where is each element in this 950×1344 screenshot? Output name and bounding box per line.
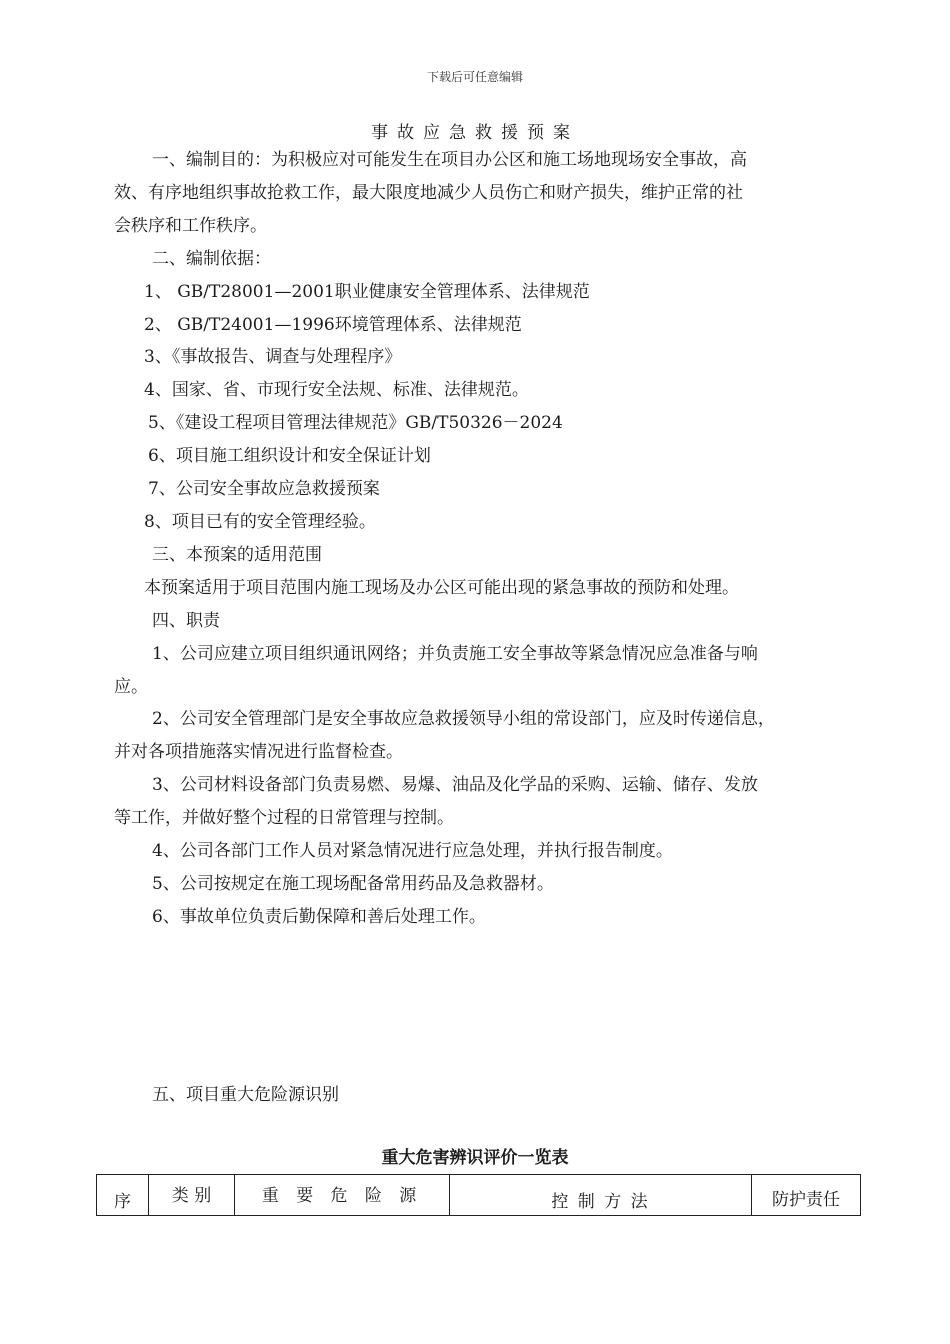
- paragraph-line: 效、有序地组织事故抢救工作，最大限度地减少人员伤亡和财产损失，维护正常的社: [114, 183, 743, 203]
- paragraph-line: 2、公司安全管理部门是安全事故应急救援领导小组的常设部门，应及时传递信息，: [152, 709, 775, 729]
- list-item: 7、公司安全事故应急救援预案: [148, 479, 380, 499]
- paragraph-line: 会秩序和工作秩序。: [114, 216, 267, 236]
- header-cell-control-method: 控 制 方 法: [450, 1175, 752, 1216]
- list-item: 1、 GB/T28001—2001职业健康安全管理体系、法律规范: [144, 282, 590, 302]
- paragraph-line: 本预案适用于项目范围内施工现场及办公区可能出现的紧急事故的预防和处理。: [144, 578, 739, 598]
- list-item: 3、《事故报告、调查与处理程序》: [144, 347, 402, 367]
- paragraph-line: 并对各项措施落实情况进行监督检查。: [114, 742, 403, 762]
- paragraph-line: 1、公司应建立项目组织通讯网络；并负责施工安全事故等紧急情况应急准备与响: [152, 644, 758, 664]
- list-item: 5、《建设工程项目管理法律规范》GB/T50326－2024: [148, 413, 563, 433]
- paragraph-line: 5、公司按规定在施工现场配备常用药品及急救器材。: [152, 874, 554, 894]
- paragraph-line: 6、事故单位负责后勤保障和善后处理工作。: [152, 907, 486, 927]
- list-item: 2、 GB/T24001—1996环境管理体系、法律规范: [144, 315, 522, 335]
- list-item: 8、项目已有的安全管理经验。: [144, 512, 376, 532]
- paragraph-line: 一、编制目的：为积极应对可能发生在项目办公区和施工场地现场安全事故，高: [152, 150, 747, 170]
- paragraph-line: 等工作，并做好整个过程的日常管理与控制。: [114, 808, 454, 828]
- table-title: 重大危害辨识评价一览表: [381, 1148, 569, 1168]
- download-note: 下载后可任意编辑: [426, 70, 523, 84]
- header-cell-category: 类 别: [149, 1175, 235, 1216]
- header-cell-index: 序: [97, 1175, 149, 1216]
- list-item: 6、项目施工组织设计和安全保证计划: [148, 446, 431, 466]
- section-heading: 五、项目重大危险源识别: [152, 1085, 339, 1105]
- section-heading: 三、本预案的适用范围: [152, 545, 322, 565]
- paragraph-line: 3、公司材料设备部门负责易燃、易爆、油品及化学品的采购、运输、储存、发放: [152, 775, 758, 795]
- section-heading: 四、职责: [152, 611, 220, 631]
- paragraph-line: 4、公司各部门工作人员对紧急情况进行应急处理，并执行报告制度。: [152, 841, 673, 861]
- hazard-table: [96, 1174, 861, 1216]
- document-title: 事故应急救援预案: [371, 123, 579, 143]
- list-item: 4、国家、省、市现行安全法规、标准、法律规范。: [144, 380, 529, 400]
- section-heading: 二、编制依据：: [152, 249, 271, 269]
- header-cell-responsibility: 防护责任: [752, 1175, 861, 1216]
- header-cell-hazard-source: 重 要 危 险 源: [235, 1175, 450, 1216]
- paragraph-line: 应。: [114, 677, 148, 697]
- table-header-row: [97, 1175, 861, 1216]
